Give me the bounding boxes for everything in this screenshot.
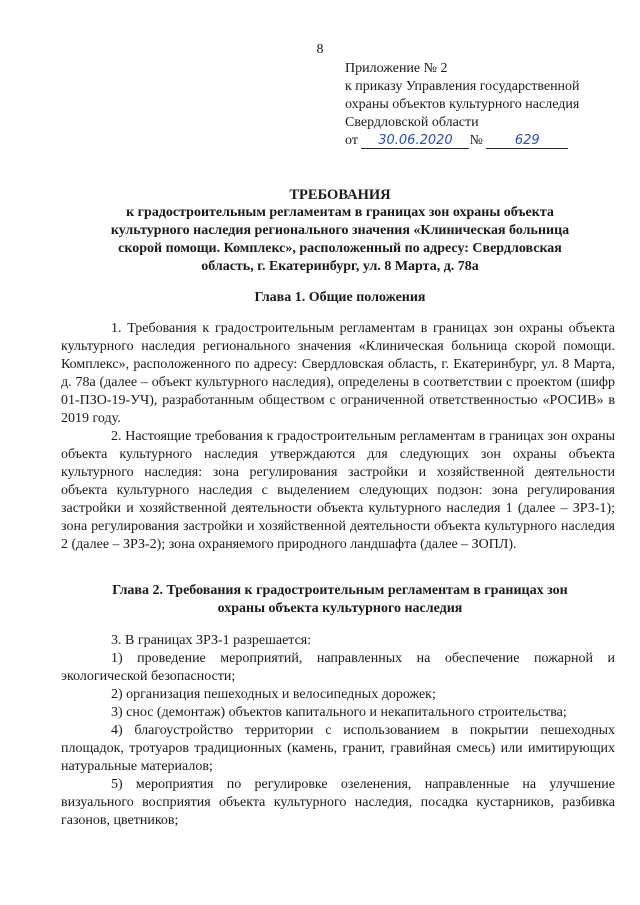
list-item: 3) снос (демонтаж) объектов капитального и некапитального строительства;	[111, 705, 567, 720]
appendix-order-ref: к приказу Управления государственной	[345, 79, 580, 94]
chapter2-title-line: Глава 2. Требования к градостроительным регламентам в границах зон	[112, 583, 568, 598]
list-item: 1) проведение мероприятий, направленных на обеспечение пожарной и экологической безопасности;	[61, 651, 615, 684]
title-line: скорой помощи. Комплекс», расположенный по адресу: Свердловская	[118, 241, 562, 256]
chapter2-body	[61, 632, 615, 830]
chapter1-body	[61, 320, 615, 554]
chapter2-title-line: охраны объекта культурного наследия	[217, 601, 463, 616]
handwritten-date: 30.06.2020	[361, 133, 469, 149]
appendix-header	[345, 60, 580, 150]
handwritten-number: 629	[486, 133, 568, 149]
document-title	[60, 186, 620, 276]
chapter2-title	[60, 582, 620, 618]
paragraph: 1. Требования к градостроительным регламентам в границах зон охраны объекта культурного наследия регионального значения «Клиническая больница скорой помощи. Комплекс», расположенного по адресу: Свердловская область, г. Екатеринбург, ул. 8 Марта, д. 78а (далее – объект культурного наследия), определены в соответствии с проектом (шифр 01-ПЗО-19-УЧ), разработанным обществом с ограниченной ответственностью «РОСИВ» в 2019 году.	[61, 321, 615, 426]
paragraph: 2. Настоящие требования к градостроительным регламентам в границах зон охраны объекта культурного наследия утверждаются для следующих зон охраны объекта культурного наследия: зона регулирования застройки и хозяйственной деятельности объекта культурного наследия с выделением следующих подзон: зона регулирования застройки и хозяйственной деятельности объекта культурного наследия 1 (далее – ЗРЗ-1); зона регулирования застройки и хозяйственной деятельности объекта культурного наследия 2 (далее – ЗРЗ-2); зона охраняемого природного ландшафта (далее – ЗОПЛ).	[61, 429, 615, 552]
title-line: область, г. Екатеринбург, ул. 8 Марта, д. 78а	[201, 259, 479, 274]
from-label: от	[345, 133, 358, 148]
title-heading: ТРЕБОВАНИЯ	[289, 187, 391, 203]
chapter1-title: Глава 1. Общие положения	[254, 290, 426, 305]
page-number: 8	[316, 42, 324, 57]
appendix-title: Приложение № 2	[345, 61, 448, 76]
appendix-region: Свердловской области	[345, 115, 479, 130]
appendix-authority: охраны объектов культурного наследия	[345, 97, 580, 112]
number-label: №	[469, 133, 483, 148]
order-date-number	[345, 132, 580, 150]
title-line: к градостроительным регламентам в границах зон охраны объекта	[126, 205, 554, 220]
list-item: 4) благоустройство территории с использованием в покрытии пешеходных площадок, тротуаров традиционных (камень, гранит, гравийная смесь) или имитирующих натуральные материалов;	[61, 723, 615, 774]
list-item: 5) мероприятия по регулировке озеленения, направленные на улучшение визуального восприятия объекта культурного наследия, посадка кустарников, разбивка газонов, цветников;	[61, 777, 615, 828]
list-intro: 3. В границах ЗРЗ-1 разрешается:	[111, 633, 312, 648]
title-line: культурного наследия регионального значения «Клиническая больница	[110, 223, 570, 238]
list-item: 2) организация пешеходных и велосипедных дорожек;	[111, 687, 436, 702]
